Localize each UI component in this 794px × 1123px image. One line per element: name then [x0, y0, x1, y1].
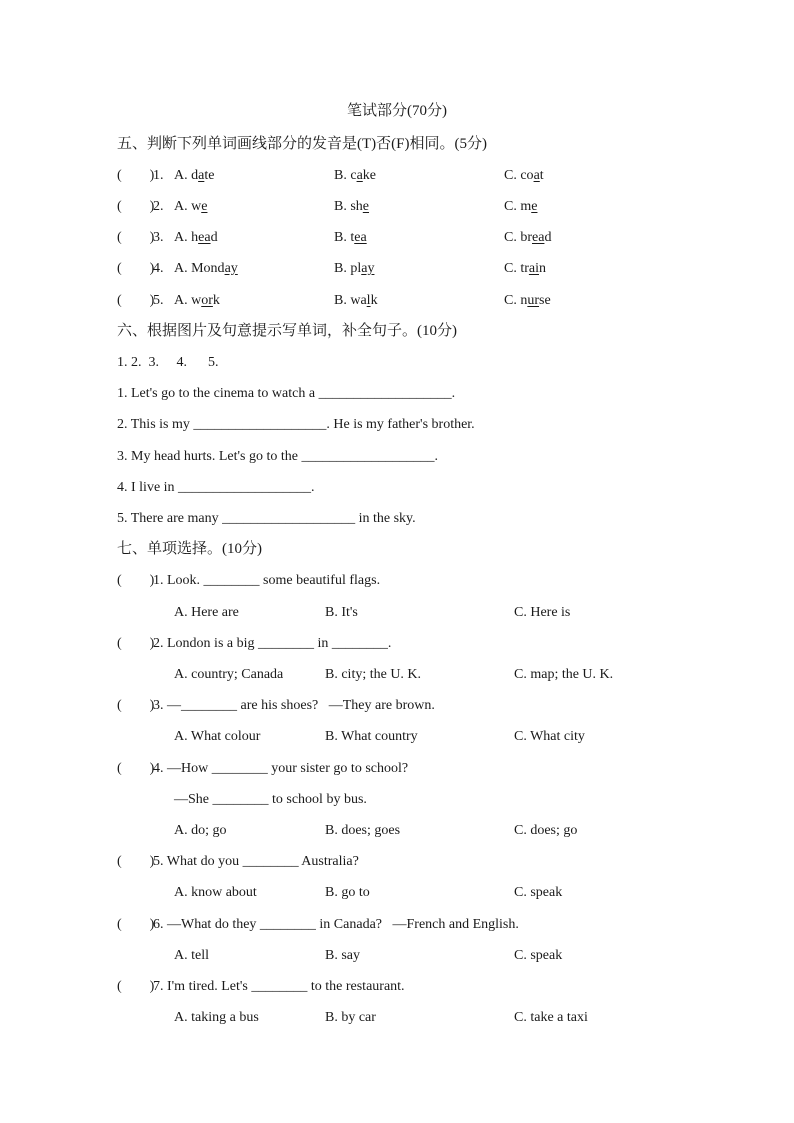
option-a[interactable]: A. know about [174, 885, 257, 900]
option-a[interactable]: A. country; Canada [174, 667, 284, 682]
option-c[interactable]: C. map; the U. K. [514, 667, 614, 682]
option-b: B. cake [334, 168, 376, 183]
page-title: 笔试部分(70分) [347, 103, 447, 119]
option-a[interactable]: A. taking a bus [174, 1010, 259, 1025]
question-stem: 7. I'm tired. Let's ________ to the restaurant. [153, 979, 405, 994]
option-a[interactable]: A. tell [174, 948, 209, 963]
option-c[interactable]: C. take a taxi [514, 1010, 588, 1025]
answer-blank[interactable]: ( ) [117, 854, 155, 869]
fill-sentence-1[interactable]: 1. Let's go to the cinema to watch a ___________________. [117, 386, 456, 401]
option-b[interactable]: B. It's [325, 605, 358, 620]
question-stem: 6. —What do they ________ in Canada? —French and English. [153, 917, 519, 932]
fill-sentence-2[interactable]: 2. This is my ___________________. He is my father's brother. [117, 417, 475, 432]
option-c[interactable]: C. speak [514, 885, 563, 900]
question-stem: 3. —________ are his shoes? —They are brown. [153, 698, 435, 713]
option-b: B. walk [334, 293, 378, 308]
question-number: 2. [153, 199, 164, 214]
question-stem: 2. London is a big ________ in ________. [153, 636, 392, 651]
option-a: A. date [174, 168, 215, 183]
answer-blank[interactable]: ( ) [117, 636, 155, 651]
question-stem: 1. Look. ________ some beautiful flags. [153, 573, 381, 588]
fill-sentence-4[interactable]: 4. I live in ___________________. [117, 480, 315, 495]
section-6-heading: 六、根据图片及句意提示写单词，补全句子。(10分) [117, 323, 457, 339]
option-a: A. we [174, 199, 208, 214]
answer-blank[interactable]: ( ) [117, 573, 155, 588]
option-c: C. bread [504, 230, 552, 245]
option-c[interactable]: C. What city [514, 729, 585, 744]
answer-blank[interactable]: ( ) [117, 230, 155, 245]
question-stem: 4. —How ________ your sister go to school? [153, 761, 409, 776]
option-b[interactable]: B. city; the U. K. [325, 667, 422, 682]
answer-blank[interactable]: ( ) [117, 917, 155, 932]
option-c: C. train [504, 261, 546, 276]
answer-blank[interactable]: ( ) [117, 199, 155, 214]
option-b[interactable]: B. by car [325, 1010, 376, 1025]
answer-blank[interactable]: ( ) [117, 761, 155, 776]
answer-blank[interactable]: ( ) [117, 698, 155, 713]
option-c: C. nurse [504, 293, 551, 308]
option-a[interactable]: A. Here are [174, 605, 239, 620]
fill-sentence-5[interactable]: 5. There are many ___________________ in the sky. [117, 511, 416, 526]
option-c[interactable]: C. Here is [514, 605, 571, 620]
answer-blank[interactable]: ( ) [117, 979, 155, 994]
question-number: 5. [153, 293, 164, 308]
option-b[interactable]: B. say [325, 948, 360, 963]
question-number: 1. [153, 168, 164, 183]
option-c[interactable]: C. speak [514, 948, 563, 963]
answer-blank[interactable]: ( ) [117, 261, 155, 276]
option-b: B. play [334, 261, 375, 276]
option-c: C. coat [504, 168, 544, 183]
option-c: C. me [504, 199, 538, 214]
question-stem: 5. What do you ________ Australia? [153, 854, 359, 869]
picture-numbers: 1. 2. 3. 4. 5. [117, 355, 219, 370]
fill-sentence-3[interactable]: 3. My head hurts. Let's go to the ___________________. [117, 449, 438, 464]
option-a: A. Monday [174, 261, 238, 276]
option-c[interactable]: C. does; go [514, 823, 578, 838]
option-a: A. head [174, 230, 218, 245]
option-b: B. tea [334, 230, 367, 245]
answer-blank[interactable]: ( ) [117, 168, 155, 183]
question-number: 3. [153, 230, 164, 245]
question-stem-line-2: —She ________ to school by bus. [174, 792, 367, 807]
answer-blank[interactable]: ( ) [117, 293, 155, 308]
option-b: B. she [334, 199, 370, 214]
option-a[interactable]: A. What colour [174, 729, 261, 744]
option-b[interactable]: B. What country [325, 729, 418, 744]
section-5-heading: 五、判断下列单词画线部分的发音是(T)否(F)相同。(5分) [117, 136, 487, 152]
option-a[interactable]: A. do; go [174, 823, 227, 838]
option-b[interactable]: B. go to [325, 885, 370, 900]
question-number: 4. [153, 261, 164, 276]
option-a: A. work [174, 293, 220, 308]
section-7-heading: 七、单项选择。(10分) [117, 541, 262, 557]
option-b[interactable]: B. does; goes [325, 823, 401, 838]
